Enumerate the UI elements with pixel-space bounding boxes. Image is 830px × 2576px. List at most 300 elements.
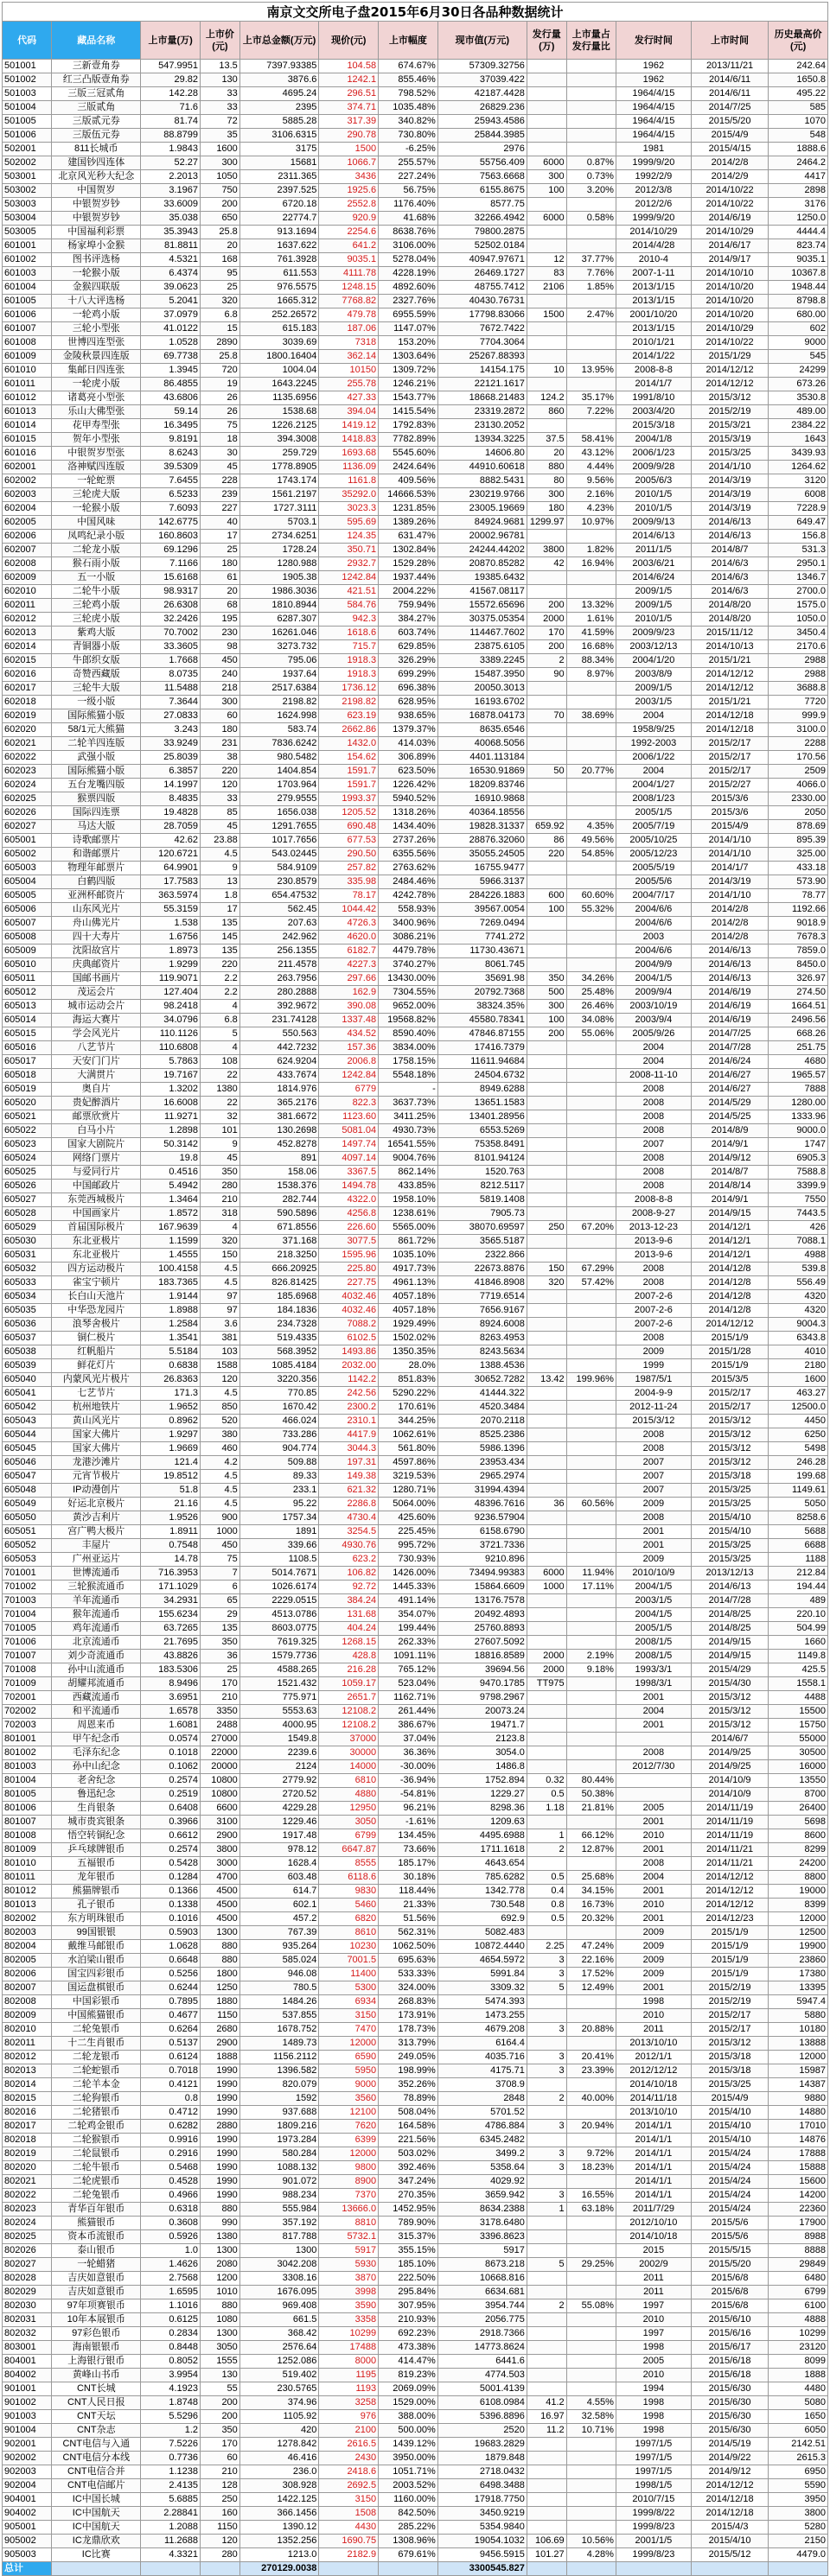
table-row	[3, 2258, 828, 2272]
cell-change: 861.72%	[379, 1235, 438, 1249]
cell-high-price: 7888	[769, 1083, 828, 1097]
cell-listed-qty: 1.8748	[141, 2396, 201, 2410]
cell-listed-qty: 14.1997	[141, 779, 201, 792]
cell-code: 605001	[3, 834, 52, 848]
cell-listed-qty: 52.27	[141, 156, 201, 170]
cell-list-price: 68	[201, 599, 240, 613]
cell-ratio	[566, 2369, 616, 2382]
cell-list-price: 55	[201, 2382, 240, 2396]
cell-issue-qty	[527, 1138, 566, 1152]
cell-market-value: 4654.5972	[437, 1954, 527, 1968]
cell-issue-qty: 90	[527, 668, 566, 682]
cell-listed-qty: 1.4555	[141, 1249, 201, 1263]
cell-market-value: 35055.24505	[437, 848, 527, 862]
cell-list-date: 2015/5/6	[691, 2217, 768, 2230]
cell-current-price: 227.75	[319, 1276, 379, 1290]
cell-name: 五一小版	[52, 571, 141, 585]
cell-listed-qty: 5.5184	[141, 1345, 201, 1359]
cell-code: 802029	[3, 2286, 52, 2299]
cell-list-amount: 452.8278	[239, 1138, 319, 1152]
cell-market-value: 5701.52	[437, 2106, 527, 2120]
cell-current-price: 2552.8	[319, 198, 379, 212]
cell-listed-qty: 0.7018	[141, 2064, 201, 2078]
cell-list-date: 2015/4/10	[691, 1525, 768, 1539]
table-row	[3, 253, 828, 267]
cell-current-price: 677.53	[319, 834, 379, 848]
cell-issue-date: 2008	[616, 1746, 691, 1760]
cell-list-price: 1880	[201, 1995, 240, 2009]
cell-list-price: 13.5	[201, 60, 240, 73]
cell-issue-qty: 0.4	[527, 1885, 566, 1899]
cell-issue-qty: 3	[527, 2120, 566, 2134]
cell-issue-date: 2015/3/12	[616, 1415, 691, 1428]
cell-list-date: 2014/6/13	[691, 945, 768, 958]
cell-market-value: 13934.3225	[437, 433, 527, 447]
cell-name: 二轮猪银币	[52, 2106, 141, 2120]
cell-ratio	[566, 322, 616, 336]
cell-issue-date: 2009	[616, 1968, 691, 1981]
cell-list-amount: 1656.038	[239, 806, 319, 820]
cell-name: 生肖银条	[52, 1802, 141, 1816]
cell-issue-date: 2004/1/5	[616, 1608, 691, 1622]
cell-list-price: 650	[201, 212, 240, 226]
cell-name: 红三凸版壹角券	[52, 73, 141, 87]
cell-market-value: 47846.87155	[437, 1027, 527, 1041]
cell-list-date: 2015/3/12	[691, 1691, 768, 1705]
cell-ratio	[566, 585, 616, 599]
cell-high-price: 556.49	[769, 1276, 828, 1290]
cell-high-price: 5698	[769, 1816, 828, 1829]
cell-listed-qty: 33.3605	[141, 640, 201, 654]
table-row	[3, 1083, 828, 1097]
cell-code: 602006	[3, 530, 52, 544]
cell-code: 501004	[3, 101, 52, 115]
cell-list-price: 230	[201, 627, 240, 640]
cell-name: 建国钞四连体	[52, 156, 141, 170]
cell-market-value: 8263.4953	[437, 1332, 527, 1345]
cell-code: 605016	[3, 1041, 52, 1055]
cell-listed-qty: 25.8039	[141, 751, 201, 765]
cell-ratio: 0.73%	[566, 170, 616, 184]
cell-ratio: 1.85%	[566, 281, 616, 295]
cell-list-amount: 46.416	[239, 2452, 319, 2465]
cell-issue-qty	[527, 1193, 566, 1207]
cell-list-amount: 4513.0786	[239, 1608, 319, 1622]
cell-ratio: 50.38%	[566, 1788, 616, 1802]
cell-listed-qty: 51.8	[141, 1484, 201, 1498]
cell-code: 602020	[3, 723, 52, 737]
cell-market-value: 24504.6732	[437, 1069, 527, 1083]
cell-high-price: 3450.4	[769, 627, 828, 640]
cell-list-price: 318	[201, 1207, 240, 1221]
cell-high-price: 1050.0	[769, 613, 828, 627]
cell-list-amount: 537.855	[239, 2009, 319, 2023]
cell-list-date: 2014/10/9	[691, 1774, 768, 1788]
cell-list-date: 2014/10/20	[691, 308, 768, 322]
cell-change: 1415.54%	[379, 405, 438, 419]
cell-name: 猴年流通币	[52, 1608, 141, 1622]
cell-list-date: 2014/2/8	[691, 931, 768, 945]
cell-issue-date	[616, 1788, 691, 1802]
cell-listed-qty: 7.6093	[141, 502, 201, 516]
cell-ratio: 10.56%	[566, 2535, 616, 2548]
cell-list-date: 2015/6/8	[691, 2272, 768, 2286]
table-row	[3, 2230, 828, 2244]
cell-code: 904002	[3, 2507, 52, 2521]
cell-list-date: 2014/6/13	[691, 530, 768, 544]
cell-code: 601006	[3, 308, 52, 322]
cell-market-value: 1388.4536	[437, 1359, 527, 1373]
cell-code: 503002	[3, 184, 52, 198]
cell-market-value: 1711.1618	[437, 1843, 527, 1857]
cell-code: 602010	[3, 585, 52, 599]
cell-issue-qty	[527, 571, 566, 585]
cell-issue-qty	[527, 945, 566, 958]
cell-current-price: 4620.0	[319, 931, 379, 945]
cell-list-date: 2014/12/18	[691, 723, 768, 737]
cell-change: 851.83%	[379, 1373, 438, 1387]
cell-ratio: 20.41%	[566, 2051, 616, 2064]
cell-list-amount: 365.2176	[239, 1097, 319, 1110]
cell-high-price: 199.68	[769, 1470, 828, 1484]
cell-list-amount: 913.1694	[239, 226, 319, 239]
cell-current-price: 1418.83	[319, 433, 379, 447]
cell-high-price: 7859.0	[769, 945, 828, 958]
cell-current-price: 290.78	[319, 129, 379, 143]
cell-issue-date: 2004/1/20	[616, 654, 691, 668]
cell-name: 二轮龙小版	[52, 544, 141, 557]
cell-issue-qty: 300	[527, 170, 566, 184]
cell-high-price: 22360	[769, 2203, 828, 2217]
cell-issue-qty	[527, 2438, 566, 2452]
cell-issue-qty: 0.5	[527, 1788, 566, 1802]
cell-ratio	[566, 143, 616, 156]
cell-list-price: 1150	[201, 2521, 240, 2535]
cell-market-value: 8635.6546	[437, 723, 527, 737]
cell-change: 392.46%	[379, 2161, 438, 2175]
cell-issue-qty: 6000	[527, 1567, 566, 1581]
cell-ratio	[566, 226, 616, 239]
cell-list-amount: 374.96	[239, 2396, 319, 2410]
cell-market-value: 32266.4942	[437, 212, 527, 226]
cell-list-price: 32	[201, 1110, 240, 1124]
cell-ratio: 7.22%	[566, 405, 616, 419]
cell-ratio	[566, 1816, 616, 1829]
total-row	[3, 2562, 828, 2576]
cell-code: 802013	[3, 2064, 52, 2078]
cell-name: 沈阳故宫片	[52, 945, 141, 958]
cell-issue-qty: 220	[527, 848, 566, 862]
cell-current-price: 2662.86	[319, 723, 379, 737]
cell-change: 6355.56%	[379, 848, 438, 862]
cell-listed-qty: 11.9271	[141, 1110, 201, 1124]
cell-issue-date: 2008	[616, 1166, 691, 1180]
cell-listed-qty: 33.9249	[141, 737, 201, 751]
cell-list-price: 85	[201, 806, 240, 820]
cell-issue-date: 1999/9/20	[616, 212, 691, 226]
cell-current-price: 225.80	[319, 1263, 379, 1276]
cell-listed-qty: 1.4626	[141, 2258, 201, 2272]
cell-current-price: 7470	[319, 2023, 379, 2037]
cell-list-amount: 256.1355	[239, 945, 319, 958]
cell-name: 中国福利彩票	[52, 226, 141, 239]
cell-issue-date: 2007	[616, 1470, 691, 1484]
cell-ratio	[566, 875, 616, 889]
cell-issue-date: 2008	[616, 1511, 691, 1525]
cell-list-price: 65	[201, 1594, 240, 1608]
table-row	[3, 502, 828, 516]
cell-current-price: 3998	[319, 2286, 379, 2299]
cell-list-price: 170	[201, 1677, 240, 1691]
cell-market-value: 4495.6988	[437, 1829, 527, 1843]
cell-high-price: 15750	[769, 1719, 828, 1733]
cell-list-date: 2014/12/12	[691, 2479, 768, 2493]
cell-list-date: 2015/2/19	[691, 1981, 768, 1995]
cell-list-price: 380	[201, 1428, 240, 1442]
cell-ratio: 199.96%	[566, 1373, 616, 1387]
cell-issue-qty: 5	[527, 2258, 566, 2272]
cell-market-value: 38070.69597	[437, 1221, 527, 1235]
cell-name: 刘少奇流通币	[52, 1650, 141, 1663]
cell-high-price: 19900	[769, 1940, 828, 1954]
cell-change: 5290.22%	[379, 1387, 438, 1401]
table-row	[3, 986, 828, 1000]
cell-code: 801011	[3, 1871, 52, 1885]
cell-change: 5565.00%	[379, 1221, 438, 1235]
cell-current-price: 12000	[319, 2147, 379, 2161]
cell-list-price: 2488	[201, 1719, 240, 1733]
cell-issue-qty: 100	[527, 903, 566, 917]
cell-name: 资本币流银币	[52, 2230, 141, 2244]
cell-market-value: 41846.8908	[437, 1276, 527, 1290]
cell-change: 819.23%	[379, 2369, 438, 2382]
cell-high-price: 489.00	[769, 405, 828, 419]
cell-issue-date: 2001	[616, 1843, 691, 1857]
cell-high-price: 1575.0	[769, 599, 828, 613]
cell-list-date: 2014/6/13	[691, 958, 768, 972]
cell-ratio	[566, 1525, 616, 1539]
cell-list-price: 4500	[201, 1885, 240, 1899]
cell-list-date: 2015/3/18	[691, 1470, 768, 1484]
cell-listed-qty: 167.9639	[141, 1221, 201, 1235]
cell-code: 801003	[3, 1760, 52, 1774]
cell-code: 602001	[3, 461, 52, 474]
cell-code: 802009	[3, 2009, 52, 2023]
cell-code: 802021	[3, 2175, 52, 2189]
cell-list-amount: 935.264	[239, 1940, 319, 1954]
cell-list-amount: 1757.34	[239, 1511, 319, 1525]
cell-listed-qty: 27.0833	[141, 709, 201, 723]
cell-listed-qty: 120.6721	[141, 848, 201, 862]
cell-issue-date: 2009/1/5	[616, 585, 691, 599]
cell-list-amount: 1665.312	[239, 295, 319, 308]
cell-list-date: 2015/2/17	[691, 737, 768, 751]
cell-change: 2424.64%	[379, 461, 438, 474]
cell-list-price: 1990	[201, 2189, 240, 2203]
table-row	[3, 1995, 828, 2009]
cell-issue-date: 1981	[616, 143, 691, 156]
cell-list-price: 150	[201, 1249, 240, 1263]
table-row	[3, 2092, 828, 2106]
cell-issue-date: 2009	[616, 1954, 691, 1968]
cell-market-value: 4679.208	[437, 2023, 527, 2037]
cell-issue-qty: 37.5	[527, 433, 566, 447]
cell-listed-qty: 26.8363	[141, 1373, 201, 1387]
cell-listed-qty: 4.3321	[141, 2548, 201, 2562]
cell-code: 801013	[3, 1899, 52, 1912]
cell-name: 三轮牛大版	[52, 682, 141, 696]
cell-issue-qty: 1299.97	[527, 516, 566, 530]
cell-list-date: 2015/6/18	[691, 2355, 768, 2369]
table-row	[3, 585, 828, 599]
cell-code: 602012	[3, 613, 52, 627]
cell-market-value: 7563.6668	[437, 170, 527, 184]
cell-code: 701009	[3, 1677, 52, 1691]
cell-code: 902001	[3, 2438, 52, 2452]
cell-list-amount: 1017.7656	[239, 834, 319, 848]
cell-issue-qty	[527, 198, 566, 212]
cell-current-price: 1925.6	[319, 184, 379, 198]
cell-code: 902002	[3, 2452, 52, 2465]
cell-current-price: 7768.82	[319, 295, 379, 308]
cell-name: 孙中山纪念	[52, 1760, 141, 1774]
cell-listed-qty: 0.6318	[141, 2203, 201, 2217]
cell-market-value: 2322.866	[437, 1249, 527, 1263]
cell-high-price: 326.97	[769, 972, 828, 986]
cell-issue-qty: 106.69	[527, 2535, 566, 2548]
cell-list-amount: 761.3928	[239, 253, 319, 267]
cell-current-price: 104.58	[319, 60, 379, 73]
cell-listed-qty: 1.8911	[141, 1525, 201, 1539]
cell-list-amount: 1561.2197	[239, 488, 319, 502]
cell-issue-date: 2010/10/9	[616, 1567, 691, 1581]
cell-name: 海运大赛片	[52, 1014, 141, 1027]
cell-list-amount: 4000.95	[239, 1719, 319, 1733]
cell-high-price: 2509	[769, 765, 828, 779]
cell-high-price: 242.64	[769, 60, 828, 73]
cell-current-price: 3870	[319, 2272, 379, 2286]
table-row	[3, 60, 828, 73]
cell-issue-qty	[527, 1926, 566, 1940]
cell-current-price: 3258	[319, 2396, 379, 2410]
cell-list-amount: 7836.6242	[239, 737, 319, 751]
cell-issue-qty	[527, 143, 566, 156]
cell-high-price: 1664.51	[769, 1000, 828, 1014]
cell-name: 东莞西城极片	[52, 1193, 141, 1207]
cell-change: 4242.78%	[379, 889, 438, 903]
cell-change: 3219.53%	[379, 1470, 438, 1484]
table-row	[3, 461, 828, 474]
cell-list-amount: 603.48	[239, 1871, 319, 1885]
cell-change: 352.26%	[379, 2078, 438, 2092]
cell-change: 185.10%	[379, 2258, 438, 2272]
cell-change: 388.00%	[379, 2410, 438, 2424]
total-empty-cell	[201, 2562, 240, 2576]
table-row	[3, 419, 828, 433]
cell-issue-qty	[527, 73, 566, 87]
cell-list-price: 25.8	[201, 226, 240, 239]
table-row	[3, 1318, 828, 1332]
cell-change: -36.94%	[379, 1774, 438, 1788]
cell-change: 2003.52%	[379, 2479, 438, 2493]
cell-list-date: 2015/3/5	[691, 1373, 768, 1387]
cell-list-date: 2014/2/8	[691, 917, 768, 931]
cell-current-price: 1044.42	[319, 903, 379, 917]
cell-listed-qty: 0.5926	[141, 2230, 201, 2244]
cell-market-value: 5001.4139	[437, 2382, 527, 2396]
cell-name: 吉庆如意银币	[52, 2286, 141, 2299]
table-row	[3, 696, 828, 709]
cell-name: 中银贺岁型张	[52, 447, 141, 461]
cell-code: 602021	[3, 737, 52, 751]
table-row	[3, 308, 828, 322]
cell-change: 789.90%	[379, 2217, 438, 2230]
cell-code: 602025	[3, 792, 52, 806]
cell-issue-qty: 0.5	[527, 1871, 566, 1885]
cell-listed-qty: 183.7365	[141, 1276, 201, 1290]
cell-market-value: 2056.775	[437, 2313, 527, 2327]
cell-code: 605039	[3, 1359, 52, 1373]
cell-ratio: 20.94%	[566, 2120, 616, 2134]
cell-current-price: 255.78	[319, 378, 379, 391]
cell-high-price: 2384.22	[769, 419, 828, 433]
cell-market-value: 4643.654	[437, 1857, 527, 1871]
cell-current-price: 13666.0	[319, 2203, 379, 2217]
cell-list-amount: 767.39	[239, 1926, 319, 1940]
cell-ratio: 47.24%	[566, 1940, 616, 1954]
cell-listed-qty: 183.5306	[141, 1663, 201, 1677]
cell-list-price: 60	[201, 709, 240, 723]
cell-code: 802030	[3, 2299, 52, 2313]
cell-ratio	[566, 295, 616, 308]
cell-current-price: 317.39	[319, 115, 379, 129]
cell-current-price: 6779	[319, 1083, 379, 1097]
cell-list-amount: 509.88	[239, 1456, 319, 1470]
cell-listed-qty: 155.6234	[141, 1608, 201, 1622]
cell-change: 1162.71%	[379, 1691, 438, 1705]
cell-code: 605012	[3, 986, 52, 1000]
cell-list-price: 1990	[201, 2134, 240, 2147]
cell-ratio	[566, 1083, 616, 1097]
cell-change: 533.33%	[379, 1968, 438, 1981]
cell-list-price: 1010	[201, 2286, 240, 2299]
cell-listed-qty: 71.6	[141, 101, 201, 115]
cell-ratio	[566, 1539, 616, 1553]
cell-name: 网络门票片	[52, 1152, 141, 1166]
cell-code: 801008	[3, 1829, 52, 1843]
cell-change: 4961.13%	[379, 1276, 438, 1290]
cell-name: 大满贯片	[52, 1069, 141, 1083]
cell-list-date: 2015/3/12	[691, 1415, 768, 1428]
cell-list-price: 1150	[201, 2009, 240, 2023]
cell-list-amount: 457.2	[239, 1912, 319, 1926]
cell-listed-qty: 8.6243	[141, 447, 201, 461]
cell-market-value: 3309.32	[437, 1981, 527, 1995]
cell-market-value: 7656.9167	[437, 1304, 527, 1318]
cell-high-price: 15888	[769, 2161, 828, 2175]
cell-current-price: 7620	[319, 2120, 379, 2134]
cell-issue-qty: 86	[527, 834, 566, 848]
cell-market-value: 3396.8623	[437, 2230, 527, 2244]
cell-issue-qty: 100	[527, 184, 566, 198]
cell-ratio	[566, 1387, 616, 1401]
cell-name: 羊年流通币	[52, 1594, 141, 1608]
cell-listed-qty: 55.3159	[141, 903, 201, 917]
cell-list-price: 95	[201, 267, 240, 281]
cell-list-date: 2015/4/24	[691, 2147, 768, 2161]
cell-market-value: 1879.848	[437, 2452, 527, 2465]
cell-market-value: 40430.76731	[437, 295, 527, 308]
